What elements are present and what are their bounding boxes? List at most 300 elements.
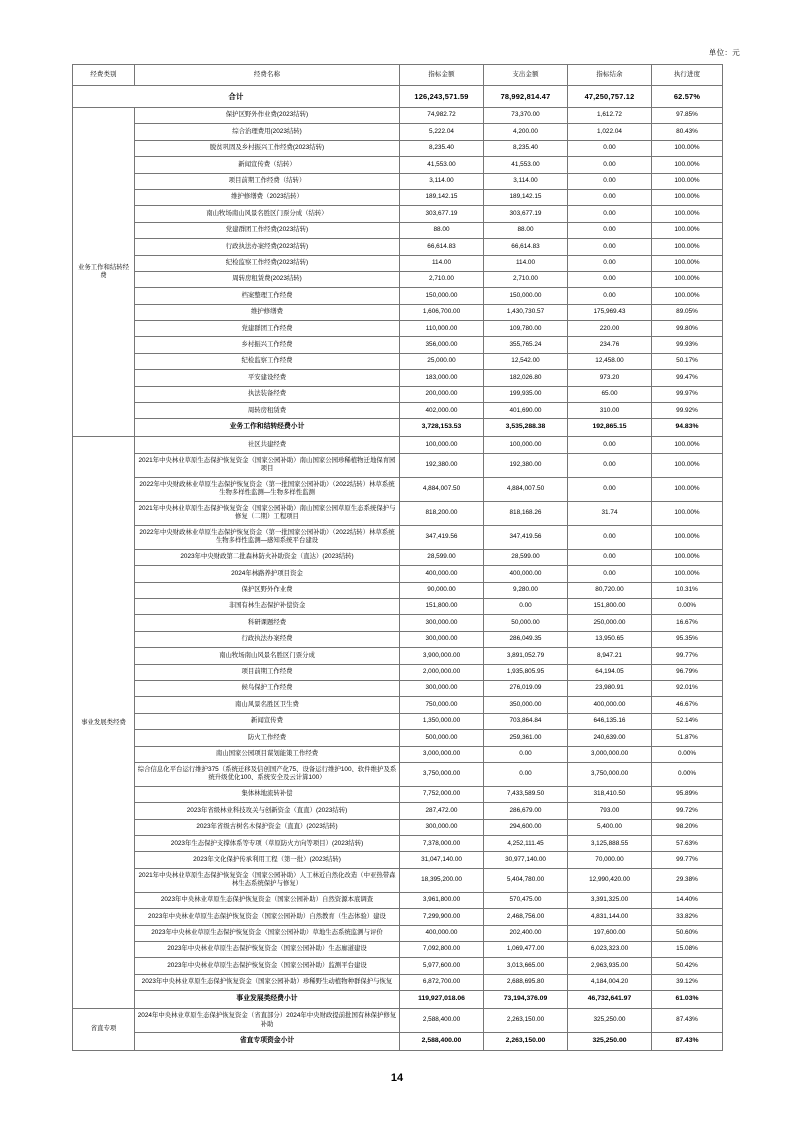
progress-cell: 29.38% xyxy=(652,868,723,892)
expense-name-cell: 2023年中央林业草原生态保护恢复资金（国家公园补助）珍稀野生动植物种群保护与恢复 xyxy=(135,974,400,990)
column-header-name: 经费名称 xyxy=(135,65,400,86)
indicator-amount-cell: 41,553.00 xyxy=(400,157,484,173)
progress-cell: 10.31% xyxy=(652,582,723,598)
progress-cell: 57.63% xyxy=(652,836,723,852)
expense-name-cell: 南山牧场南山风景名胜区门票分成（结转） xyxy=(135,206,400,222)
progress-cell: 100.00% xyxy=(652,501,723,525)
balance-cell: 64,194.05 xyxy=(568,664,652,680)
table-row xyxy=(73,206,723,222)
grand-total-indicator-amount: 126,243,571.59 xyxy=(400,86,484,108)
table-row xyxy=(73,222,723,238)
balance-cell: 793.00 xyxy=(568,803,652,819)
expense-name-cell: 2021年中央林业草原生态保护恢复资金（国家公园补助）南山国家公园珍稀植物迁地保育园项目 xyxy=(135,453,400,477)
indicator-amount-cell: 400,000.00 xyxy=(400,566,484,582)
expense-name-cell: 2022年中央财政林业草原生态保护恢复资金（第一批国家公园补助）（2022结转）林草系统生物多样性监测—感知系统平台建设 xyxy=(135,525,400,549)
expenditure-cell: 30,977,140.00 xyxy=(484,852,568,868)
expense-name-cell: 保护区野外作业费(2023结转) xyxy=(135,108,400,124)
expense-name-cell: 防火工作经费 xyxy=(135,730,400,746)
table-row xyxy=(73,549,723,565)
expenditure-cell: 1,069,477.00 xyxy=(484,942,568,958)
expense-name-cell: 档案整理工作经费 xyxy=(135,288,400,304)
progress-cell: 100.00% xyxy=(652,549,723,565)
table-row xyxy=(73,386,723,402)
indicator-amount-cell: 818,200.00 xyxy=(400,501,484,525)
expenditure-cell: 570,475.00 xyxy=(484,892,568,908)
expense-name-cell: 南山牧场南山风景名胜区门票分成 xyxy=(135,648,400,664)
expenditure-cell: 9,280.00 xyxy=(484,582,568,598)
balance-cell: 0.00 xyxy=(568,437,652,453)
table-row xyxy=(73,140,723,156)
progress-cell: 99.97% xyxy=(652,386,723,402)
progress-cell: 50.17% xyxy=(652,353,723,369)
table-row xyxy=(73,786,723,802)
expenditure-cell: 259,361.00 xyxy=(484,730,568,746)
expense-name-cell: 2023年生态保护支撑体系等专项（草原防火方向等项目）(2023结转) xyxy=(135,836,400,852)
expense-name-cell: 南山风景名胜区卫生费 xyxy=(135,697,400,713)
expense-name-cell: 周转房租赁费(2023结转) xyxy=(135,271,400,287)
expenditure-cell: 3,891,052.79 xyxy=(484,648,568,664)
progress-cell: 50.60% xyxy=(652,925,723,941)
subtotal-row xyxy=(73,991,723,1009)
progress-cell: 52.14% xyxy=(652,713,723,729)
balance-cell: 3,000,000.00 xyxy=(568,746,652,762)
indicator-amount-cell: 347,419.56 xyxy=(400,525,484,549)
table-row xyxy=(73,648,723,664)
subtotal-expenditure: 3,535,288.38 xyxy=(484,419,568,437)
progress-cell: 100.00% xyxy=(652,453,723,477)
table-row xyxy=(73,239,723,255)
progress-cell: 100.00% xyxy=(652,173,723,189)
indicator-amount-cell: 150,000.00 xyxy=(400,288,484,304)
progress-cell: 46.67% xyxy=(652,697,723,713)
balance-cell: 250,000.00 xyxy=(568,615,652,631)
expense-name-cell: 2023年中央林业草原生态保护恢复资金（国家公园补助）自然资源本底调查 xyxy=(135,892,400,908)
table-row xyxy=(73,852,723,868)
progress-cell: 95.89% xyxy=(652,786,723,802)
indicator-amount-cell: 300,000.00 xyxy=(400,680,484,696)
table-row xyxy=(73,762,723,786)
progress-cell: 0.00% xyxy=(652,746,723,762)
indicator-amount-cell: 90,000.00 xyxy=(400,582,484,598)
subtotal-balance: 46,732,641.97 xyxy=(568,991,652,1009)
indicator-amount-cell: 66,614.83 xyxy=(400,239,484,255)
balance-cell: 4,831,144.00 xyxy=(568,909,652,925)
table-row xyxy=(73,819,723,835)
expenditure-cell: 109,780.00 xyxy=(484,321,568,337)
indicator-amount-cell: 18,395,200.00 xyxy=(400,868,484,892)
expenditure-cell: 2,263,150.00 xyxy=(484,1009,568,1033)
balance-cell: 23,980.91 xyxy=(568,680,652,696)
indicator-amount-cell: 8,235.40 xyxy=(400,140,484,156)
table-row xyxy=(73,403,723,419)
expenditure-cell: 347,419.56 xyxy=(484,525,568,549)
indicator-amount-cell: 192,380.00 xyxy=(400,453,484,477)
indicator-amount-cell: 200,000.00 xyxy=(400,386,484,402)
grand-total-expenditure: 78,992,814.47 xyxy=(484,86,568,108)
progress-cell: 96.79% xyxy=(652,664,723,680)
expense-name-cell: 2023年文化保护传承利用工程（第一批）(2023结转) xyxy=(135,852,400,868)
table-row xyxy=(73,958,723,974)
progress-cell: 0.00% xyxy=(652,762,723,786)
subtotal-row xyxy=(73,419,723,437)
expenditure-cell: 355,765.24 xyxy=(484,337,568,353)
table-row xyxy=(73,304,723,320)
balance-cell: 0.00 xyxy=(568,477,652,501)
indicator-amount-cell: 300,000.00 xyxy=(400,631,484,647)
subtotal-indicator-amount: 119,927,018.06 xyxy=(400,991,484,1009)
balance-cell: 3,750,000.00 xyxy=(568,762,652,786)
progress-cell: 100.00% xyxy=(652,255,723,271)
table-row xyxy=(73,942,723,958)
balance-cell: 0.00 xyxy=(568,288,652,304)
table-row xyxy=(73,566,723,582)
progress-cell: 100.00% xyxy=(652,437,723,453)
progress-cell: 99.77% xyxy=(652,852,723,868)
budget-table-container xyxy=(72,64,722,1051)
progress-cell: 0.00% xyxy=(652,598,723,614)
table-row xyxy=(73,615,723,631)
expenditure-cell: 276,019.09 xyxy=(484,680,568,696)
subtotal-expenditure: 73,194,376.09 xyxy=(484,991,568,1009)
progress-cell: 100.00% xyxy=(652,239,723,255)
indicator-amount-cell: 7,092,800.00 xyxy=(400,942,484,958)
indicator-amount-cell: 1,350,000.00 xyxy=(400,713,484,729)
table-row xyxy=(73,353,723,369)
balance-cell: 1,612.72 xyxy=(568,108,652,124)
progress-cell: 99.93% xyxy=(652,337,723,353)
table-row xyxy=(73,437,723,453)
indicator-amount-cell: 88.00 xyxy=(400,222,484,238)
balance-cell: 3,391,325.00 xyxy=(568,892,652,908)
expenditure-cell: 4,252,111.45 xyxy=(484,836,568,852)
table-row xyxy=(73,288,723,304)
balance-cell: 80,720.00 xyxy=(568,582,652,598)
table-row xyxy=(73,255,723,271)
balance-cell: 646,135.16 xyxy=(568,713,652,729)
indicator-amount-cell: 3,961,800.00 xyxy=(400,892,484,908)
table-row xyxy=(73,337,723,353)
indicator-amount-cell: 303,677.19 xyxy=(400,206,484,222)
table-row xyxy=(73,501,723,525)
balance-cell: 4,184,004.20 xyxy=(568,974,652,990)
table-row xyxy=(73,321,723,337)
table-row xyxy=(73,477,723,501)
subtotal-progress: 87.43% xyxy=(652,1033,723,1051)
expense-name-cell: 脱贫巩固及乡村振兴工作经费(2023结转) xyxy=(135,140,400,156)
grand-total-progress: 62.57% xyxy=(652,86,723,108)
balance-cell: 0.00 xyxy=(568,206,652,222)
subtotal-indicator-amount: 3,728,153.53 xyxy=(400,419,484,437)
indicator-amount-cell: 114.00 xyxy=(400,255,484,271)
balance-cell: 234.76 xyxy=(568,337,652,353)
balance-cell: 0.00 xyxy=(568,173,652,189)
expense-name-cell: 周转房租赁费 xyxy=(135,403,400,419)
balance-cell: 2,963,935.00 xyxy=(568,958,652,974)
expenditure-cell: 88.00 xyxy=(484,222,568,238)
expense-name-cell: 2024年林路养护项目资金 xyxy=(135,566,400,582)
balance-cell: 0.00 xyxy=(568,525,652,549)
indicator-amount-cell: 74,982.72 xyxy=(400,108,484,124)
progress-cell: 100.00% xyxy=(652,222,723,238)
progress-cell: 100.00% xyxy=(652,288,723,304)
balance-cell: 12,990,420.00 xyxy=(568,868,652,892)
expenditure-cell: 703,864.84 xyxy=(484,713,568,729)
expense-name-cell: 2023年中央林业草原生态保护恢复资金（国家公园补助）生态廊道建设 xyxy=(135,942,400,958)
progress-cell: 100.00% xyxy=(652,189,723,205)
indicator-amount-cell: 300,000.00 xyxy=(400,615,484,631)
progress-cell: 14.40% xyxy=(652,892,723,908)
indicator-amount-cell: 3,750,000.00 xyxy=(400,762,484,786)
progress-cell: 16.67% xyxy=(652,615,723,631)
subtotal-balance: 192,865.15 xyxy=(568,419,652,437)
indicator-amount-cell: 183,000.00 xyxy=(400,370,484,386)
expense-name-cell: 平安建设经费 xyxy=(135,370,400,386)
subtotal-label: 业务工作和结转经费小计 xyxy=(135,419,400,437)
table-row xyxy=(73,124,723,140)
expense-name-cell: 纪检监察工作经费(2023结转) xyxy=(135,255,400,271)
progress-cell: 100.00% xyxy=(652,566,723,582)
expenditure-cell: 1,430,730.57 xyxy=(484,304,568,320)
indicator-amount-cell: 28,599.00 xyxy=(400,549,484,565)
subtotal-progress: 94.83% xyxy=(652,419,723,437)
table-row xyxy=(73,730,723,746)
expense-name-cell: 2022年中央财政林业草原生态保护恢复资金（第一批国家公园补助）（2022结转）林草系统生物多样性监测—生物多样性监测 xyxy=(135,477,400,501)
header-row xyxy=(73,65,723,86)
table-row xyxy=(73,189,723,205)
indicator-amount-cell: 287,472.00 xyxy=(400,803,484,819)
progress-cell: 99.72% xyxy=(652,803,723,819)
expenditure-cell: 818,168.26 xyxy=(484,501,568,525)
column-header-indicator-amount: 指标金额 xyxy=(400,65,484,86)
expenditure-cell: 0.00 xyxy=(484,746,568,762)
indicator-amount-cell: 7,378,000.00 xyxy=(400,836,484,852)
expenditure-cell: 199,935.00 xyxy=(484,386,568,402)
expenditure-cell: 3,114.00 xyxy=(484,173,568,189)
expenditure-cell: 4,200.00 xyxy=(484,124,568,140)
expense-name-cell: 综合信息化平台运行维护375（系统迁移及信创国产化75、设备运行维护100、软件维护及系统升级优化100、系统安全及云计算100） xyxy=(135,762,400,786)
expenditure-cell: 4,884,007.50 xyxy=(484,477,568,501)
progress-cell: 99.77% xyxy=(652,648,723,664)
expenditure-cell: 8,235.40 xyxy=(484,140,568,156)
table-body xyxy=(73,86,723,1051)
indicator-amount-cell: 5,977,600.00 xyxy=(400,958,484,974)
table-row xyxy=(73,370,723,386)
expenditure-cell: 192,380.00 xyxy=(484,453,568,477)
expenditure-cell: 0.00 xyxy=(484,762,568,786)
expenditure-cell: 2,468,756.00 xyxy=(484,909,568,925)
expense-name-cell: 2023年省级古树名木保护资金（直直）(2023结转) xyxy=(135,819,400,835)
table-row xyxy=(73,1009,723,1033)
column-header-progress: 执行进度 xyxy=(652,65,723,86)
progress-cell: 100.00% xyxy=(652,271,723,287)
progress-cell: 98.20% xyxy=(652,819,723,835)
table-row xyxy=(73,108,723,124)
balance-cell: 310.00 xyxy=(568,403,652,419)
expense-name-cell: 新闻宣传费（结转） xyxy=(135,157,400,173)
indicator-amount-cell: 402,000.00 xyxy=(400,403,484,419)
indicator-amount-cell: 151,800.00 xyxy=(400,598,484,614)
expense-name-cell: 项目前期工作经费 xyxy=(135,664,400,680)
expenditure-cell: 66,614.83 xyxy=(484,239,568,255)
expense-name-cell: 2023年中央林业草原生态保护恢复资金（国家公园补助）自然教育（生态体验）建设 xyxy=(135,909,400,925)
indicator-amount-cell: 2,000,000.00 xyxy=(400,664,484,680)
expense-name-cell: 党建群团工作经费(2023结转) xyxy=(135,222,400,238)
balance-cell: 65.00 xyxy=(568,386,652,402)
balance-cell: 0.00 xyxy=(568,453,652,477)
subtotal-expenditure: 2,263,150.00 xyxy=(484,1033,568,1051)
expenditure-cell: 5,404,780.00 xyxy=(484,868,568,892)
indicator-amount-cell: 7,299,900.00 xyxy=(400,909,484,925)
column-header-balance: 指标结余 xyxy=(568,65,652,86)
balance-cell: 6,023,323.00 xyxy=(568,942,652,958)
indicator-amount-cell: 3,114.00 xyxy=(400,173,484,189)
expense-name-cell: 候鸟保护工作经费 xyxy=(135,680,400,696)
indicator-amount-cell: 2,710.00 xyxy=(400,271,484,287)
expenditure-cell: 350,000.00 xyxy=(484,697,568,713)
table-row xyxy=(73,974,723,990)
indicator-amount-cell: 4,884,007.50 xyxy=(400,477,484,501)
grand-total-label: 合计 xyxy=(73,86,400,108)
balance-cell: 0.00 xyxy=(568,140,652,156)
table-row xyxy=(73,746,723,762)
subtotal-label: 省直专项资金小计 xyxy=(135,1033,400,1051)
balance-cell: 175,969.43 xyxy=(568,304,652,320)
expenditure-cell: 202,400.00 xyxy=(484,925,568,941)
table-row xyxy=(73,680,723,696)
progress-cell: 15.08% xyxy=(652,942,723,958)
progress-cell: 99.92% xyxy=(652,403,723,419)
balance-cell: 31.74 xyxy=(568,501,652,525)
progress-cell: 80.43% xyxy=(652,124,723,140)
grand-total-balance: 47,250,757.12 xyxy=(568,86,652,108)
table-row xyxy=(73,582,723,598)
table-row xyxy=(73,664,723,680)
indicator-amount-cell: 3,900,000.00 xyxy=(400,648,484,664)
table-row xyxy=(73,909,723,925)
expenditure-cell: 28,599.00 xyxy=(484,549,568,565)
balance-cell: 0.00 xyxy=(568,549,652,565)
indicator-amount-cell: 6,872,700.00 xyxy=(400,974,484,990)
table-row xyxy=(73,925,723,941)
expenditure-cell: 3,013,665.00 xyxy=(484,958,568,974)
expenditure-cell: 50,000.00 xyxy=(484,615,568,631)
balance-cell: 0.00 xyxy=(568,271,652,287)
expenditure-cell: 400,000.00 xyxy=(484,566,568,582)
expenditure-cell: 41,553.00 xyxy=(484,157,568,173)
table-row xyxy=(73,157,723,173)
balance-cell: 0.00 xyxy=(568,189,652,205)
indicator-amount-cell: 300,000.00 xyxy=(400,819,484,835)
progress-cell: 87.43% xyxy=(652,1009,723,1033)
subtotal-balance: 325,250.00 xyxy=(568,1033,652,1051)
expense-name-cell: 2021年中央林业草原生态保护恢复资金（国家公园补助）人工林近自然化改造（中亚热带森林生态系统保护与修复） xyxy=(135,868,400,892)
progress-cell: 100.00% xyxy=(652,525,723,549)
expense-name-cell: 行政执法办案经费(2023结转) xyxy=(135,239,400,255)
expense-category-cell: 业务工作和结转经费 xyxy=(73,108,135,437)
indicator-amount-cell: 100,000.00 xyxy=(400,437,484,453)
indicator-amount-cell: 400,000.00 xyxy=(400,925,484,941)
progress-cell: 99.47% xyxy=(652,370,723,386)
subtotal-row xyxy=(73,1033,723,1051)
indicator-amount-cell: 500,000.00 xyxy=(400,730,484,746)
column-header-category: 经费类别 xyxy=(73,65,135,86)
subtotal-progress: 61.03% xyxy=(652,991,723,1009)
progress-cell: 100.00% xyxy=(652,140,723,156)
balance-cell: 318,410.50 xyxy=(568,786,652,802)
column-header-expenditure: 支出金额 xyxy=(484,65,568,86)
progress-cell: 89.05% xyxy=(652,304,723,320)
table-row xyxy=(73,836,723,852)
expense-name-cell: 执法装备经费 xyxy=(135,386,400,402)
expenditure-cell: 401,690.00 xyxy=(484,403,568,419)
balance-cell: 240,639.00 xyxy=(568,730,652,746)
expenditure-cell: 303,677.19 xyxy=(484,206,568,222)
expenditure-cell: 286,049.35 xyxy=(484,631,568,647)
indicator-amount-cell: 31,047,140.00 xyxy=(400,852,484,868)
indicator-amount-cell: 189,142.15 xyxy=(400,189,484,205)
expense-name-cell: 2023年中央林业草原生态保护恢复资金（国家公园补助）监测平台建设 xyxy=(135,958,400,974)
expenditure-cell: 12,542.00 xyxy=(484,353,568,369)
indicator-amount-cell: 750,000.00 xyxy=(400,697,484,713)
table-row xyxy=(73,173,723,189)
table-row xyxy=(73,598,723,614)
progress-cell: 100.00% xyxy=(652,477,723,501)
balance-cell: 3,125,888.55 xyxy=(568,836,652,852)
progress-cell: 95.35% xyxy=(652,631,723,647)
balance-cell: 220.00 xyxy=(568,321,652,337)
balance-cell: 0.00 xyxy=(568,239,652,255)
indicator-amount-cell: 5,222.04 xyxy=(400,124,484,140)
expenditure-cell: 150,000.00 xyxy=(484,288,568,304)
progress-cell: 99.80% xyxy=(652,321,723,337)
balance-cell: 0.00 xyxy=(568,255,652,271)
expense-name-cell: 非国有林生态保护补偿资金 xyxy=(135,598,400,614)
table-row xyxy=(73,453,723,477)
expense-name-cell: 2024年中央林业草原生态保护恢复资金（省直部分）2024年中央财政提前批国有林保护修复补助 xyxy=(135,1009,400,1033)
expenditure-cell: 0.00 xyxy=(484,598,568,614)
expenditure-cell: 73,370.00 xyxy=(484,108,568,124)
subtotal-indicator-amount: 2,588,400.00 xyxy=(400,1033,484,1051)
progress-cell: 33.82% xyxy=(652,909,723,925)
expense-name-cell: 行政执法办案经费 xyxy=(135,631,400,647)
table-row xyxy=(73,697,723,713)
balance-cell: 151,800.00 xyxy=(568,598,652,614)
expenditure-cell: 1,935,805.95 xyxy=(484,664,568,680)
indicator-amount-cell: 1,606,700.00 xyxy=(400,304,484,320)
progress-cell: 92.01% xyxy=(652,680,723,696)
expense-name-cell: 2021年中央林业草原生态保护恢复资金（国家公园补助）南山国家公园草原生态系统保护与修复（二期）工程项目 xyxy=(135,501,400,525)
expense-name-cell: 2023年中央财政第二批森林防火补助资金（直达）(2023结转) xyxy=(135,549,400,565)
balance-cell: 13,950.65 xyxy=(568,631,652,647)
expense-name-cell: 社区共建经费 xyxy=(135,437,400,453)
expenditure-cell: 114.00 xyxy=(484,255,568,271)
balance-cell: 1,022.04 xyxy=(568,124,652,140)
indicator-amount-cell: 356,000.00 xyxy=(400,337,484,353)
expense-name-cell: 纪检监察工作经费 xyxy=(135,353,400,369)
table-row xyxy=(73,868,723,892)
table-row xyxy=(73,631,723,647)
balance-cell: 70,000.00 xyxy=(568,852,652,868)
balance-cell: 0.00 xyxy=(568,566,652,582)
balance-cell: 197,600.00 xyxy=(568,925,652,941)
expenditure-cell: 182,026.80 xyxy=(484,370,568,386)
table-header xyxy=(73,65,723,86)
balance-cell: 5,400.00 xyxy=(568,819,652,835)
expense-name-cell: 维护修缮费（2023结转） xyxy=(135,189,400,205)
expenditure-cell: 100,000.00 xyxy=(484,437,568,453)
progress-cell: 100.00% xyxy=(652,157,723,173)
indicator-amount-cell: 25,000.00 xyxy=(400,353,484,369)
